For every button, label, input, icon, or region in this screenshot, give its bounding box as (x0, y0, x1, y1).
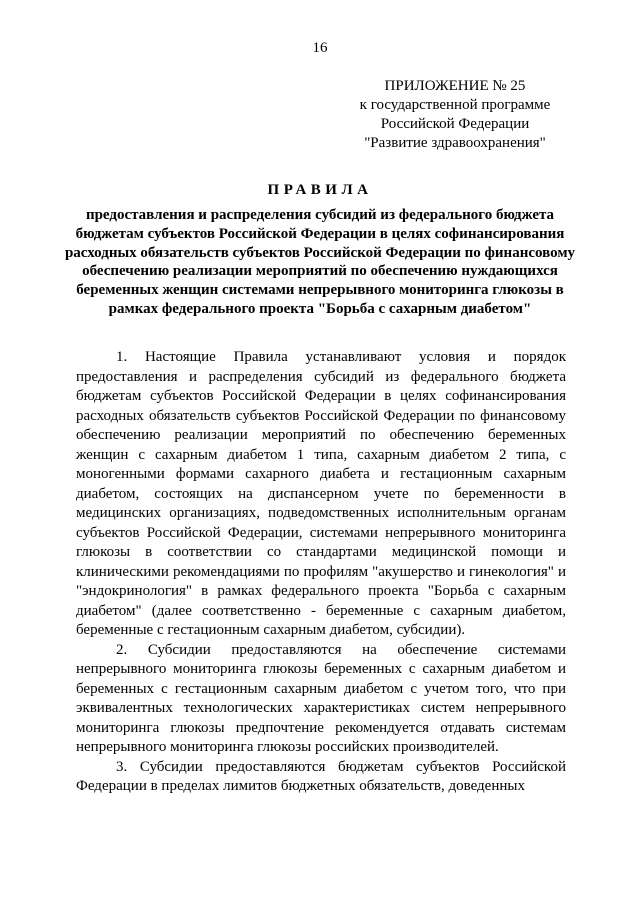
appendix-country: Российской Федерации (380, 116, 530, 132)
paragraph-2: 2. Субсидии предоставляются на обеспечение системами непрерывного мониторинга глюкозы беременных с сахарным диабетом и беременных с гестационным сахарным диабетом с учетом того, что при эквивалентных технологических характеристиках систем непрерывного мониторинга глюкозы предпочтение рекомендуется отдавать системам непрерывного мониторинга глюкозы российских производителей. (76, 641, 566, 755)
page-number: 16 (312, 40, 328, 56)
appendix-program-name: "Развитие здравоохранения" (364, 135, 546, 151)
document-title: ПРАВИЛА (267, 182, 373, 198)
document-subtitle: предоставления и распределения субсидий из федерального бюджета бюджетам субъектов Российской Федерации в целях софинансирования расходных обязательств субъектов Российской Федерации по финансовому обеспечению реализации мероприятий по обеспечению нуждающихся беременных женщин системами непрерывного мониторинга глюкозы в рамках федерального проекта "Борьба с сахарным диабетом" (64, 207, 576, 317)
document-body (76, 348, 566, 797)
appendix-header (330, 77, 580, 153)
appendix-program-ref: к государственной программе (359, 97, 551, 113)
paragraph-3: 3. Субсидии предоставляются бюджетам субъектов Российской Федерации в пределах лимитов бюджетных обязательств, доведенных (76, 758, 566, 794)
paragraph-1: 1. Настоящие Правила устанавливают условия и порядок предоставления и распределения субсидий из федерального бюджета бюджетам субъектов Российской Федерации в целях софинансирования расходных обязательств субъектов Российской Федерации по финансовому обеспечению реализации мероприятий по обеспечению беременных женщин с сахарным диабетом 1 типа, сахарным диабетом 2 типа, с моногенными формами сахарного диабета и гестационным сахарным диабетом, состоящих на диспансерном учете по беременности в медицинских организациях, подведомственных исполнительным органам субъектов Российской Федерации, системами непрерывного мониторинга глюкозы в соответствии со стандартами медицинской помощи и клиническими рекомендациями по профилям "акушерство и гинекология" и "эндокринология" в рамках федерального проекта "Борьба с сахарным диабетом" (далее соответственно - беременные с сахарным диабетом, беременные с гестационным сахарным диабетом, субсидии). (76, 349, 566, 638)
appendix-number: ПРИЛОЖЕНИЕ № 25 (384, 78, 526, 94)
